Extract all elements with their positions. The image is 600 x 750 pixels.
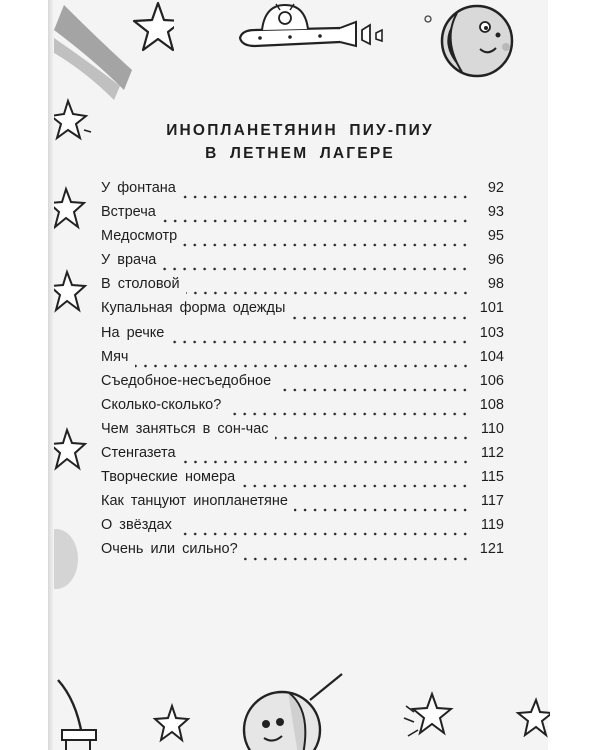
toc-entry-title: Медосмотр <box>101 228 178 245</box>
star-icon <box>54 98 94 146</box>
toc-entry-title: У врача <box>101 252 157 269</box>
toc-entry-title: Сколько-сколько? <box>101 396 222 413</box>
sparkle-star-icon <box>400 688 460 750</box>
toc-entry-page-number: 95 <box>487 228 504 245</box>
toc-entry[interactable] <box>101 228 504 252</box>
toc-entry[interactable] <box>101 541 504 565</box>
dot-leader <box>294 498 470 512</box>
toc-entry-page-number: 115 <box>480 469 504 486</box>
toc-entry[interactable] <box>101 325 504 349</box>
toc-entry[interactable] <box>101 469 504 493</box>
page-title: ИНОПЛАНЕТЯНИН ПИУ-ПИУ <box>166 122 434 139</box>
toc-entry-page-number: 93 <box>487 204 504 221</box>
toc-entry-title: Мяч <box>101 348 129 365</box>
toc-entry-title: Творческие номера <box>101 469 236 486</box>
toc-entry[interactable] <box>101 421 504 445</box>
toc-entry-title: Стенгазета <box>101 445 176 462</box>
toc-entry[interactable] <box>101 180 504 204</box>
toc-entry-page-number: 121 <box>479 541 504 558</box>
shooting-star-icon <box>54 0 174 110</box>
planet-icon <box>230 672 350 750</box>
dot-leader <box>162 257 470 271</box>
dot-leader <box>182 450 470 464</box>
dot-leader <box>186 281 470 295</box>
toc-entry[interactable] <box>101 373 504 397</box>
toc-entry-page-number: 117 <box>480 493 504 510</box>
star-icon <box>150 700 200 750</box>
dot-leader <box>244 547 470 561</box>
toc-entry-title: Очень или сильно? <box>101 541 238 558</box>
dot-leader <box>183 233 470 247</box>
toc-entry-title: О звёздах <box>101 517 172 534</box>
toc-entry-page-number: 96 <box>487 252 504 269</box>
page-subtitle: В ЛЕТНЕМ ЛАГЕРЕ <box>205 145 395 162</box>
toc-entry-title: Встреча <box>101 204 156 221</box>
toc-entry-title: Как танцуют инопланетяне <box>101 493 288 510</box>
satellite-icon <box>54 660 124 750</box>
planet-icon <box>54 525 84 595</box>
dot-icon <box>421 12 435 26</box>
toc-entry-page-number: 108 <box>479 396 504 413</box>
rocket-ship-icon <box>230 0 400 60</box>
toc-entry[interactable] <box>101 252 504 276</box>
dot-leader <box>241 474 470 488</box>
dot-leader <box>178 522 470 536</box>
toc-entry-page-number: 104 <box>479 348 504 365</box>
moon-face-icon <box>440 0 550 90</box>
toc-entry[interactable] <box>101 493 504 517</box>
toc-entry-page-number: 112 <box>480 445 504 462</box>
dot-leader <box>182 185 470 199</box>
toc-entry-page-number: 98 <box>487 276 504 293</box>
toc-entry[interactable] <box>101 517 504 541</box>
dot-leader <box>170 330 470 344</box>
toc-entry-title: В столовой <box>101 276 180 293</box>
toc-entry-title: Чем заняться в сон-час <box>101 420 269 437</box>
dot-leader <box>291 306 470 320</box>
toc-entry[interactable] <box>101 349 504 373</box>
dot-leader <box>227 402 470 416</box>
toc-entry-title: На речке <box>101 324 165 341</box>
toc-entry[interactable] <box>101 276 504 300</box>
toc-entry-title: У фонтана <box>101 180 176 196</box>
toc-entry-title: Купальная форма одежды <box>101 300 286 317</box>
toc-entry-page-number: 92 <box>487 180 504 196</box>
dot-leader <box>275 426 470 440</box>
dot-leader <box>135 354 471 368</box>
toc-entry[interactable] <box>101 445 504 469</box>
toc-entry-page-number: 103 <box>479 324 504 341</box>
dot-leader <box>277 378 470 392</box>
table-of-contents <box>101 180 504 566</box>
dot-leader <box>162 209 470 223</box>
star-icon <box>54 185 94 235</box>
toc-entry-page-number: 101 <box>479 300 504 317</box>
toc-entry-page-number: 106 <box>479 372 504 389</box>
toc-entry[interactable] <box>101 300 504 324</box>
star-icon <box>54 268 94 316</box>
toc-entry-title: Съедобное-несъедобное <box>101 372 272 389</box>
toc-entry[interactable] <box>101 397 504 421</box>
toc-entry[interactable] <box>101 204 504 228</box>
star-icon <box>506 690 550 750</box>
toc-entry-page-number: 119 <box>480 517 504 534</box>
star-icon <box>54 425 94 475</box>
toc-entry-page-number: 110 <box>480 420 504 437</box>
